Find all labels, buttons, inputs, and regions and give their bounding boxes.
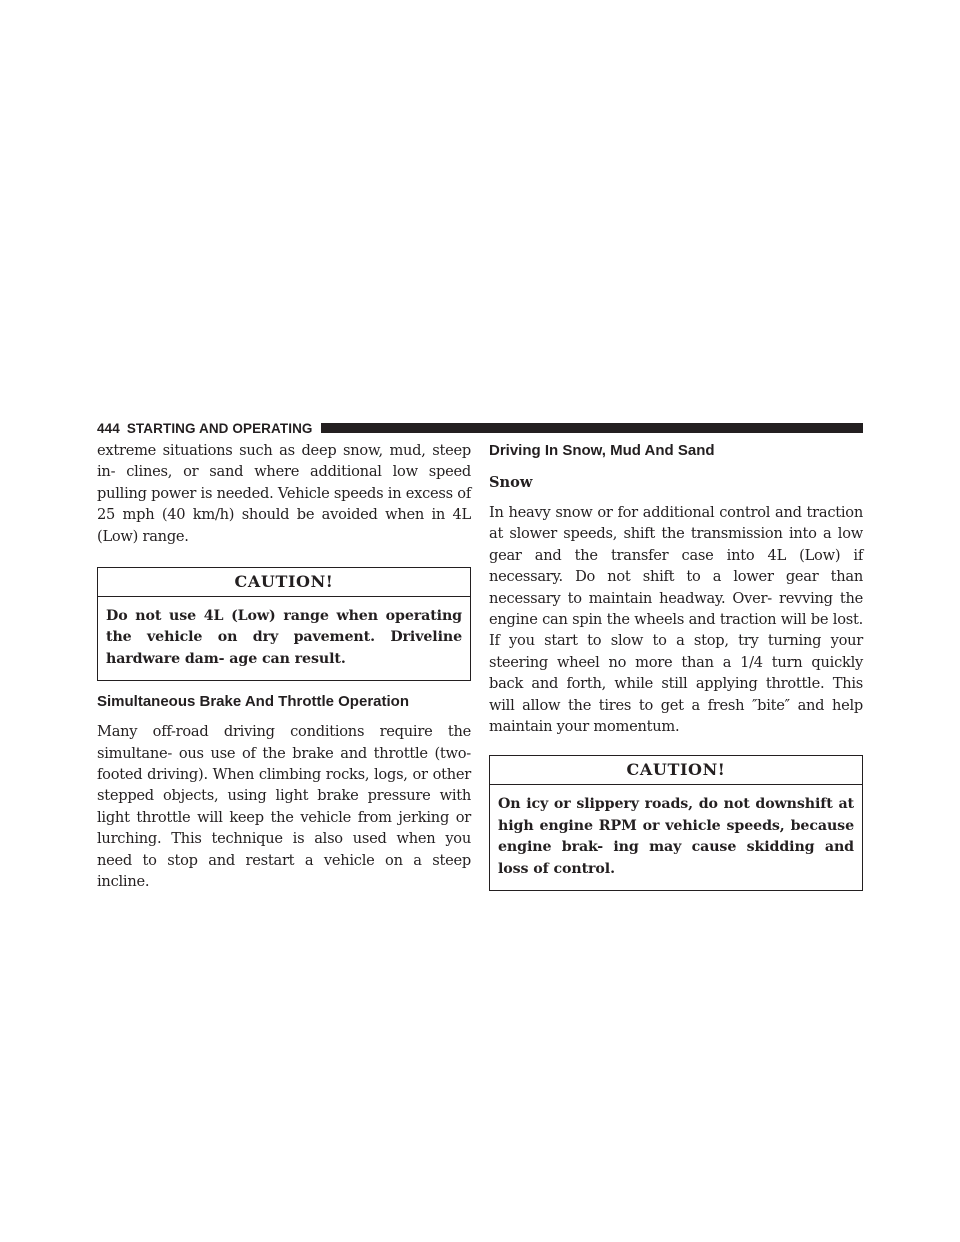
section-heading-snow-mud-sand: Driving In Snow, Mud And Sand — [489, 442, 715, 459]
subheading-snow: Snow — [489, 474, 533, 491]
page-number: 444 — [97, 420, 120, 436]
caution-title: CAUTION! — [98, 568, 470, 597]
snow-paragraph: In heavy snow or for additional control and traction at slower speeds, shift the transmission into a low gear and the transfer case into 4L (Low) if necessary. Do not shift to a lower gear than necessary to maintain headway. Over- revving the engine can spin the wheels and traction will be lost. If you start to slow to a stop, try turning your steering wheel no more than a 1/4 turn quickly back and forth, while still applying throttle. This will allow the tires to get a fresh ″bite″ and help maintain your momentum. — [489, 504, 863, 736]
caution-box-downshift — [489, 755, 863, 891]
page-header — [97, 418, 863, 438]
brake-throttle-paragraph: Many off-road driving conditions require the simultane- ous use of the brake and throttle (two-footed driving). When climbing rocks, logs, or other stepped objects, using light brake pressure with light throttle will keep the vehicle from jerking or lurching. This technique is also used when you need to stop and restart a vehicle on a steep incline. — [97, 723, 471, 891]
caution-text: On icy or slippery roads, do not downshift at high engine RPM or vehicle speeds, because engine brak- ing may cause skidding and loss of control. — [498, 796, 854, 877]
header-rule — [321, 423, 863, 433]
caution-text: Do not use 4L (Low) range when operating the vehicle on dry pavement. Driveline hardware dam- age can result. — [106, 608, 462, 667]
left-column — [97, 440, 471, 893]
section-heading-brake-throttle: Simultaneous Brake And Throttle Operation — [97, 693, 409, 711]
caution-title: CAUTION! — [490, 756, 862, 785]
intro-paragraph: extreme situations such as deep snow, mud, steep in- clines, or sand where additional low speed pulling power is needed. Vehicle speeds in excess of 25 mph (40 km/h) should be avoided when in 4L (Low) range. — [97, 442, 471, 545]
right-column — [489, 440, 863, 891]
section-title: STARTING AND OPERATING — [126, 420, 313, 436]
caution-box-low-range — [97, 567, 471, 681]
